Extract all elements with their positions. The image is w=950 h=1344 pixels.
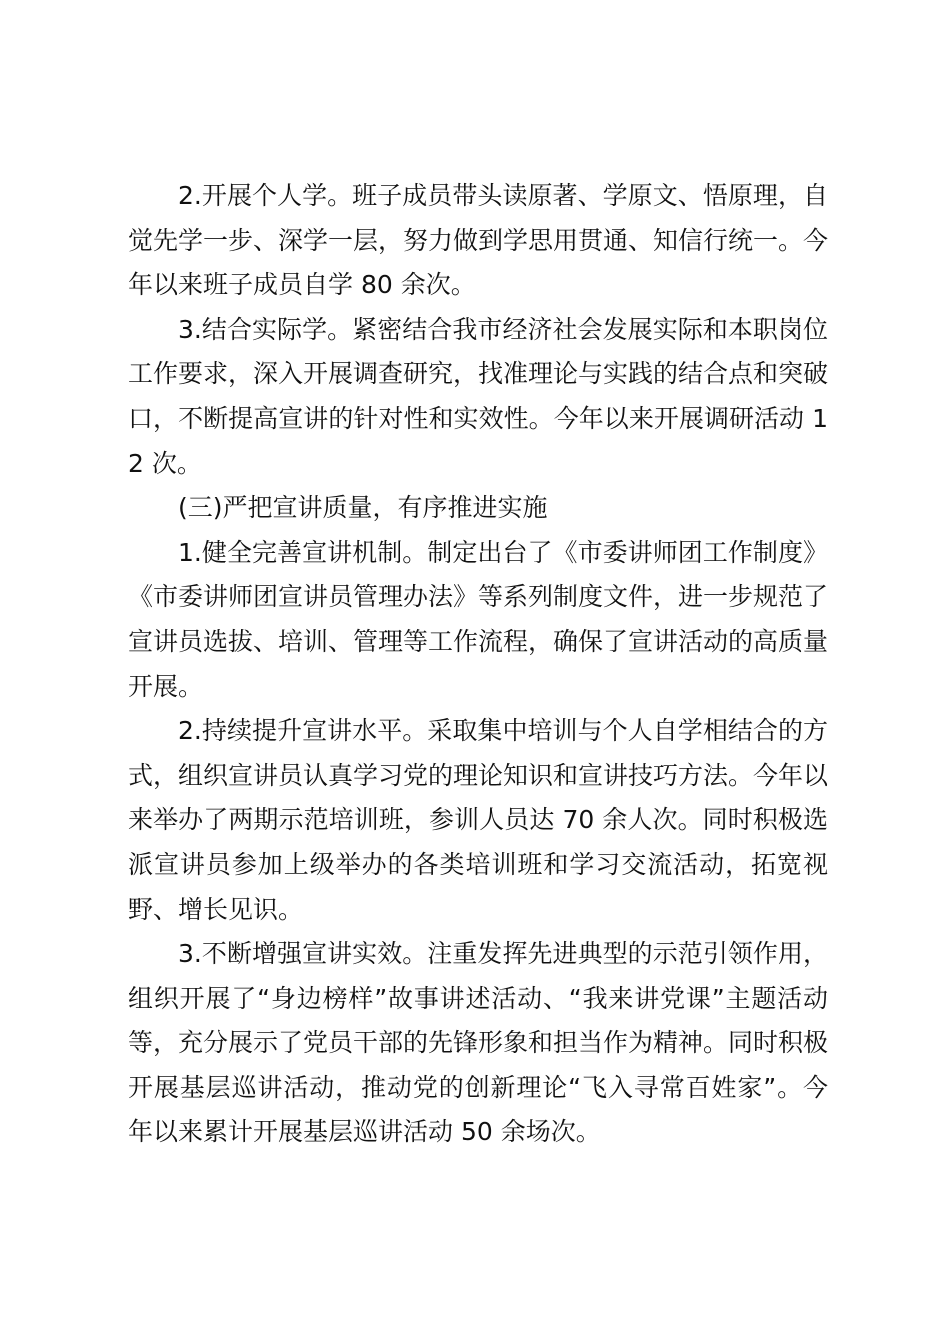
paragraph-personal-study: 2.开展个人学。班子成员带头读原著、学原文、悟原理，自觉先学一步、深学一层，努力做到学思用贯通、知信行统一。今年以来班子成员自学 80 余次。 — [128, 181, 829, 300]
paragraph-training: 2.持续提升宣讲水平。采取集中培训与个人自学相结合的方式，组织宣讲员认真学习党的理论知识和宣讲技巧方法。今年以来举办了两期示范培训班，参训人员达 70 余人次。同时积极选派宣讲员参加上级举办的各类培训班和学习交流活动，拓宽视野、增长见识。 — [128, 716, 829, 924]
paragraph-effectiveness: 3.不断增强宣讲实效。注重发挥先进典型的示范引领作用，组织开展了“身边榜样”故事讲述活动、“我来讲党课”主题活动等，充分展示了党员干部的先锋形象和担当作为精神。同时积极开展基层巡讲活动，推动党的创新理论“飞入寻常百姓家”。今年以来累计开展基层巡讲活动 50 余场次。 — [128, 939, 829, 1147]
paragraph-practical-study: 3.结合实际学。紧密结合我市经济社会发展实际和本职岗位工作要求，深入开展调查研究，找准理论与实践的结合点和突破口，不断提高宣讲的针对性和实效性。今年以来开展调研活动 12 次。 — [128, 314, 829, 478]
section-heading-quality: (三)严把宣讲质量，有序推进实施 — [178, 493, 548, 523]
document-body — [128, 174, 828, 1155]
paragraph-mechanism: 1.健全完善宣讲机制。制定出台了《市委讲师团工作制度》《市委讲师团宣讲员管理办法》等系列制度文件，进一步规范了宣讲员选拔、培训、管理等工作流程，确保了宣讲活动的高质量开展。 — [128, 537, 829, 701]
